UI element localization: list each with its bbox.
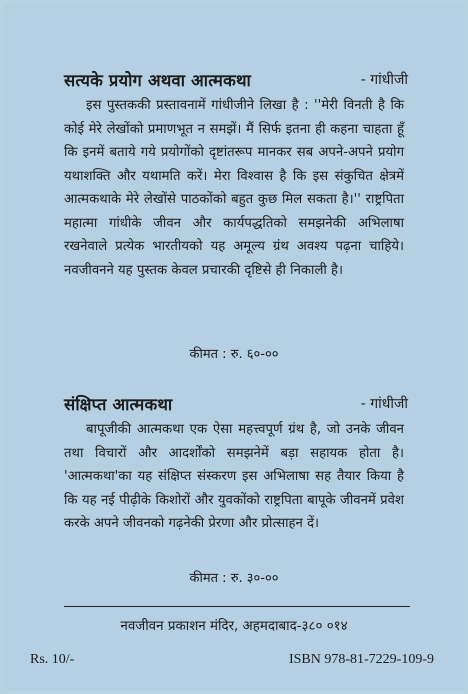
book1-price: कीमत : रु. ६०-०० — [189, 347, 279, 362]
cover-price: Rs. 10/- — [30, 652, 75, 667]
book1-description: इस पुस्तककी प्रस्तावनामें गांधीजीने लिखा है : ''मेरी विनती है कि कोई मेरे लेखोंको प्रमाणभूत न समझें। मैं सिर्फ इतना ही कहना चाहता हूँ कि इनमें बताये गये प्रयोगोंको दृष्टांतरूप मानकर सब अपने-अपने प्रयोग यथाशक्ति और यथामति करें। मेरा विश्वास है कि इस संकुचित क्षेत्रमें आत्मकथाके मेरे लेखोंसे पाठकोंको बहुत कुछ मिल सकता है।'' राष्ट्रपिता महात्मा गांधीके जीवन और कार्यपद्धतिको समझनेकी अभिलाषा रखनेवाले प्रत्येक भारतीयको यह अमूल्य ग्रंथ अवश्य पढ़ना चाहिये। नवजीवनने यह पुस्तक केवल प्रचारकी दृष्टिसे ही निकाली है। — [64, 98, 404, 278]
book2-author: - गांधीजी — [360, 396, 408, 412]
book2-title: संक्षिप्त आत्मकथा — [64, 395, 173, 414]
isbn: ISBN 978-81-7229-109-9 — [288, 652, 434, 667]
book2-description: बापूजीकी आत्मकथा एक ऐसा महत्त्वपूर्ण ग्रंथ है, जो उनके जीवन तथा विचारों और आदर्शोंको समझनेमें बड़ा सहायक होता है। 'आत्मकथा'का यह संक्षिप्त संस्करण इस अभिलाषा सह तैयार किया है कि यह नई पीढ़ीके किशोरों और युवकोंको राष्ट्रपिता बापूके जीवनमें प्रवेश करके अपने जीवनको गढ़नेकी प्रेरणा और प्रोत्साहन दें। — [64, 422, 404, 531]
book2-price: कीमत : रु. ३०-०० — [189, 571, 279, 586]
divider — [64, 606, 410, 607]
book1-title: सत्यके प्रयोग अथवा आत्मकथा — [64, 71, 251, 90]
book1-author: - गांधीजी — [360, 72, 408, 88]
publisher-address: नवजीवन प्रकाशन मंदिर, अहमदाबाद-३८० ०१४ — [120, 619, 348, 634]
